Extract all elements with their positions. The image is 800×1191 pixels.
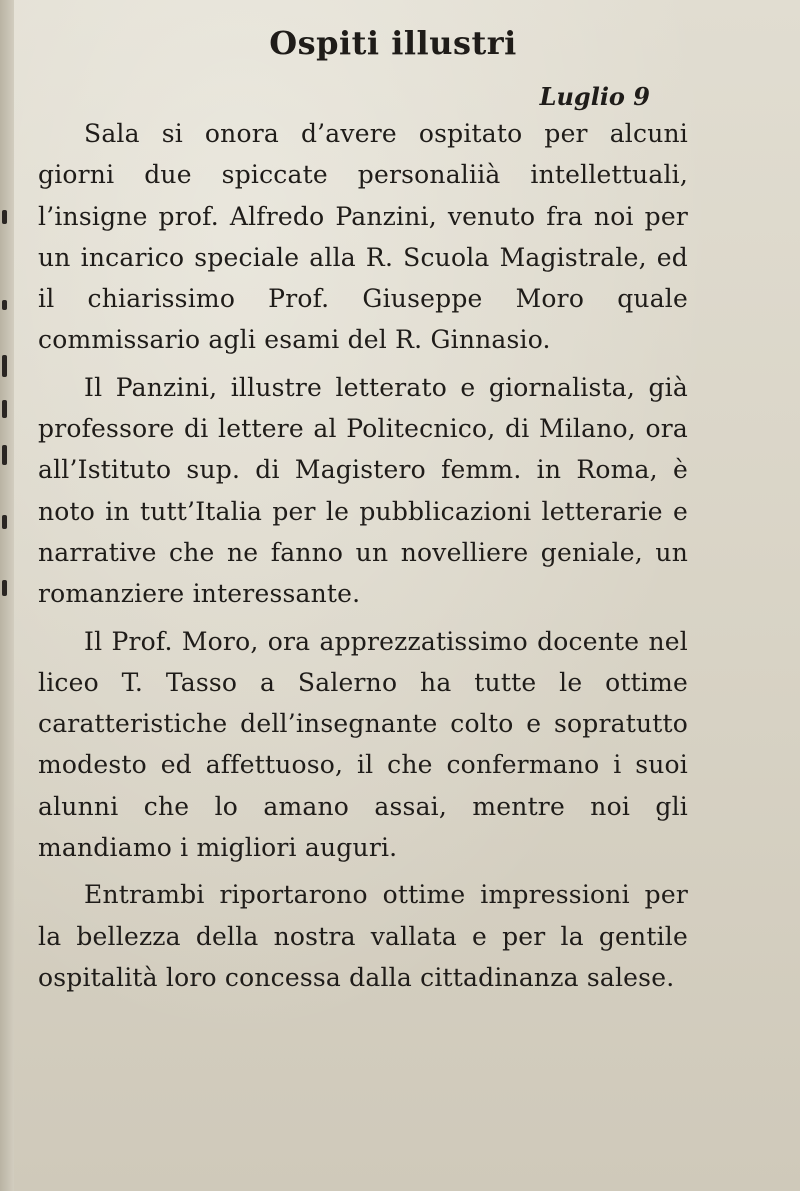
print-fragment — [2, 515, 7, 529]
article-dateline: Luglio 9 — [539, 82, 650, 111]
print-fragment — [2, 580, 7, 596]
article-paragraph: Il Prof. Moro, ora apprezzatissimo docente nel liceo T. Tasso a Salerno ha tutte le ottime caratteristiche dell’insegnante colto e sopratutto modesto ed affettuoso, il che confermano i suoi alunni che lo amano assai, mentre noi gli mandiamo i migliori auguri. — [38, 626, 688, 863]
print-fragment — [2, 355, 7, 377]
print-fragment — [2, 445, 7, 465]
article-paragraph: Entrambi riportarono ottime impressioni per la bellezza della nostra vallata e per la gentile ospitalità loro concessa dalla cittadinanza salese. — [38, 880, 688, 992]
article-paragraph: Il Panzini, illustre letterato e giornalista, già professore di lettere al Politecnico, di Milano, ora all’Istituto sup. di Magistero femm. in Roma, è noto in tutt’Italia per le pubblicazioni letterarie e narrative che ne fanno un novelliere geniale, un romanziere interessante. — [38, 372, 688, 609]
print-fragment — [2, 400, 7, 418]
article-title: Ospiti illustri — [269, 24, 517, 62]
article-paragraph: Sala si onora d’avere ospitato per alcuni giorni due spiccate personaliià intellettuali, l’insigne prof. Alfredo Panzini, venuto fra noi per un incarico speciale alla R. Scuola Magistrale, ed il chiarissimo Prof. Giuseppe Moro quale commissario agli esami del R. Ginnasio. — [38, 119, 688, 355]
article — [38, 14, 688, 998]
adjacent-column-edge — [0, 0, 14, 1191]
print-fragment — [2, 210, 7, 224]
print-fragment — [2, 300, 7, 310]
